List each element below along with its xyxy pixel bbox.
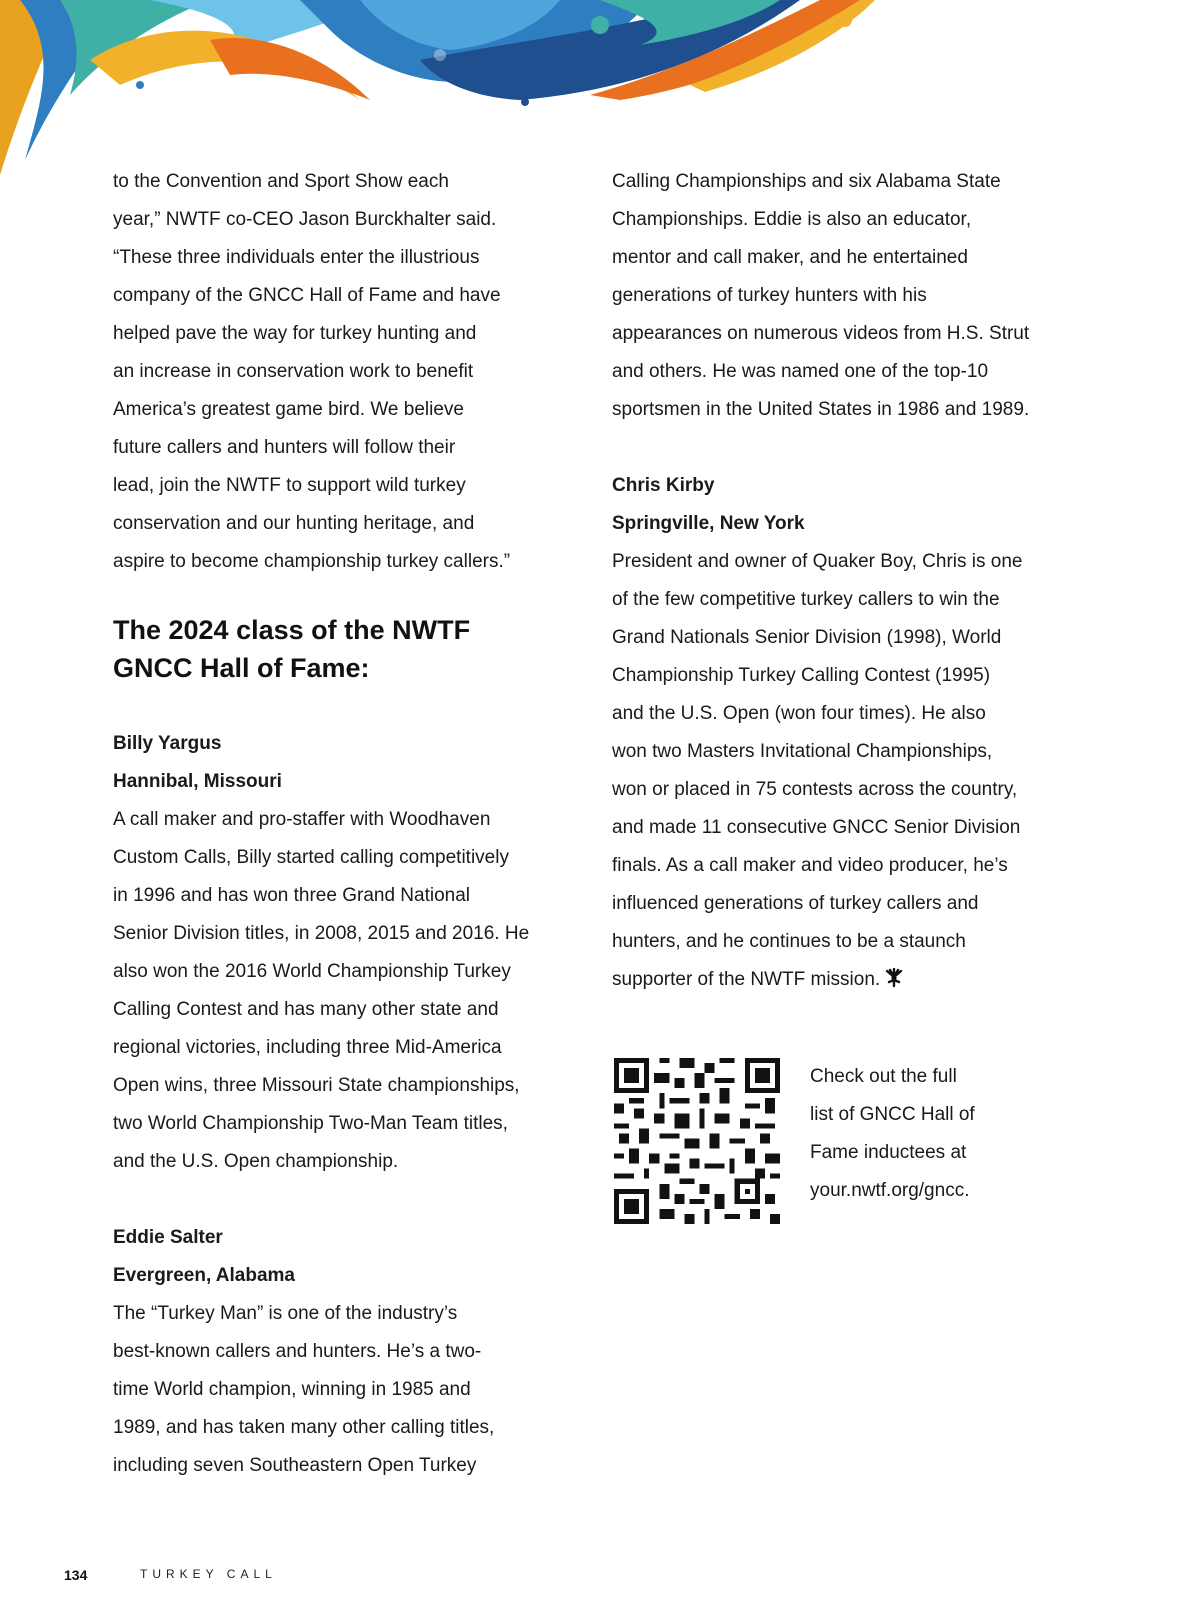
bio-line: also won the 2016 World Championship Turkey bbox=[113, 961, 511, 982]
bio-line: generations of turkey hunters with his bbox=[612, 285, 927, 306]
inductee-name: Chris Kirby bbox=[612, 475, 715, 496]
bio-line: The “Turkey Man” is one of the industry’s bbox=[113, 1303, 458, 1324]
intro-line: conservation and our hunting heritage, and bbox=[113, 513, 475, 534]
intro-line: an increase in conservation work to benefit bbox=[113, 361, 474, 382]
inductee-location: Springville, New York bbox=[612, 513, 805, 534]
bio-line: and made 11 consecutive GNCC Senior Division bbox=[612, 817, 1021, 838]
bio-line: won or placed in 75 contests across the country, bbox=[612, 779, 1018, 800]
bio-line-text: supporter of the NWTF mission. bbox=[612, 969, 881, 990]
bio-line: 1989, and has taken many other calling titles, bbox=[113, 1417, 495, 1438]
page-number: 134 bbox=[64, 1567, 88, 1583]
bio-line: finals. As a call maker and video producer, he’s bbox=[612, 855, 1008, 876]
bio-line: A call maker and pro-staffer with Woodhaven bbox=[113, 809, 491, 830]
inductee-eddie-salter bbox=[113, 1219, 573, 1485]
qr-caption bbox=[810, 1058, 1030, 1210]
bio-line: Custom Calls, Billy started calling competitively bbox=[113, 847, 509, 868]
intro-line: lead, join the NWTF to support wild turkey bbox=[113, 475, 466, 496]
qr-caption-url[interactable]: your.nwtf.org/gncc. bbox=[810, 1180, 970, 1201]
intro-line: helped pave the way for turkey hunting and bbox=[113, 323, 477, 344]
bio-line: appearances on numerous videos from H.S. Strut bbox=[612, 323, 1030, 344]
paint-splash-header bbox=[0, 0, 1200, 180]
qr-code-icon[interactable] bbox=[614, 1058, 780, 1224]
section-heading bbox=[113, 611, 573, 687]
bio-line: regional victories, including three Mid-America bbox=[113, 1037, 502, 1058]
qr-caption-line: list of GNCC Hall of bbox=[810, 1104, 975, 1125]
intro-paragraph bbox=[113, 163, 573, 581]
eddie-salter-continued bbox=[612, 163, 1092, 429]
right-column bbox=[612, 163, 1092, 999]
bio-line: won two Masters Invitational Championships, bbox=[612, 741, 993, 762]
heading-line: The 2024 class of the NWTF bbox=[113, 615, 471, 645]
bio-line: Championships. Eddie is also an educator, bbox=[612, 209, 972, 230]
bio-line: Calling Championships and six Alabama State bbox=[612, 171, 1001, 192]
inductee-billy-yargus bbox=[113, 725, 573, 1181]
intro-line: America’s greatest game bird. We believe bbox=[113, 399, 464, 420]
inductee-name: Billy Yargus bbox=[113, 733, 222, 754]
qr-callout bbox=[614, 1058, 1094, 1228]
bio-line: hunters, and he continues to be a staunch bbox=[612, 931, 966, 952]
bio-line: mentor and call maker, and he entertained bbox=[612, 247, 968, 268]
bio-line-last bbox=[612, 961, 1092, 999]
qr-caption-line: Fame inductees at bbox=[810, 1142, 967, 1163]
inductee-chris-kirby bbox=[612, 467, 1092, 999]
bio-line: Calling Contest and has many other state and bbox=[113, 999, 499, 1020]
bio-line: and the U.S. Open championship. bbox=[113, 1151, 399, 1172]
bio-line: Senior Division titles, in 2008, 2015 and 2016. He bbox=[113, 923, 530, 944]
intro-line: year,” NWTF co-CEO Jason Burckhalter said. bbox=[113, 209, 497, 230]
magazine-name: TURKEY CALL bbox=[140, 1567, 277, 1581]
bio-line: and the U.S. Open (won four times). He also bbox=[612, 703, 986, 724]
bio-line: best-known callers and hunters. He’s a two- bbox=[113, 1341, 482, 1362]
intro-line: future callers and hunters will follow their bbox=[113, 437, 456, 458]
bio-line: in 1996 and has won three Grand National bbox=[113, 885, 471, 906]
bio-line: sportsmen in the United States in 1986 and 1989. bbox=[612, 399, 1030, 420]
bio-line: and others. He was named one of the top-10 bbox=[612, 361, 989, 382]
intro-line: “These three individuals enter the illustrious bbox=[113, 247, 480, 268]
bio-line: Open wins, three Missouri State championships, bbox=[113, 1075, 520, 1096]
bio-line: Grand Nationals Senior Division (1998), World bbox=[612, 627, 1002, 648]
inductee-location: Evergreen, Alabama bbox=[113, 1265, 295, 1286]
bio-line: of the few competitive turkey callers to win the bbox=[612, 589, 1000, 610]
bio-line: time World champion, winning in 1985 and bbox=[113, 1379, 471, 1400]
left-column bbox=[113, 163, 573, 1485]
intro-line: aspire to become championship turkey callers.” bbox=[113, 551, 511, 572]
bio-line: influenced generations of turkey callers and bbox=[612, 893, 979, 914]
qr-caption-line: Check out the full bbox=[810, 1066, 957, 1087]
bio-line: Championship Turkey Calling Contest (1995) bbox=[612, 665, 991, 686]
heading-line: GNCC Hall of Fame: bbox=[113, 653, 370, 683]
bio-line: President and owner of Quaker Boy, Chris is one bbox=[612, 551, 1023, 572]
intro-line: company of the GNCC Hall of Fame and have bbox=[113, 285, 501, 306]
bio-line: including seven Southeastern Open Turkey bbox=[113, 1455, 477, 1476]
intro-line: to the Convention and Sport Show each bbox=[113, 171, 449, 192]
inductee-name: Eddie Salter bbox=[113, 1227, 223, 1248]
bio-line: two World Championship Two-Man Team titles, bbox=[113, 1113, 508, 1134]
turkey-end-mark-icon bbox=[884, 968, 904, 988]
inductee-location: Hannibal, Missouri bbox=[113, 771, 282, 792]
